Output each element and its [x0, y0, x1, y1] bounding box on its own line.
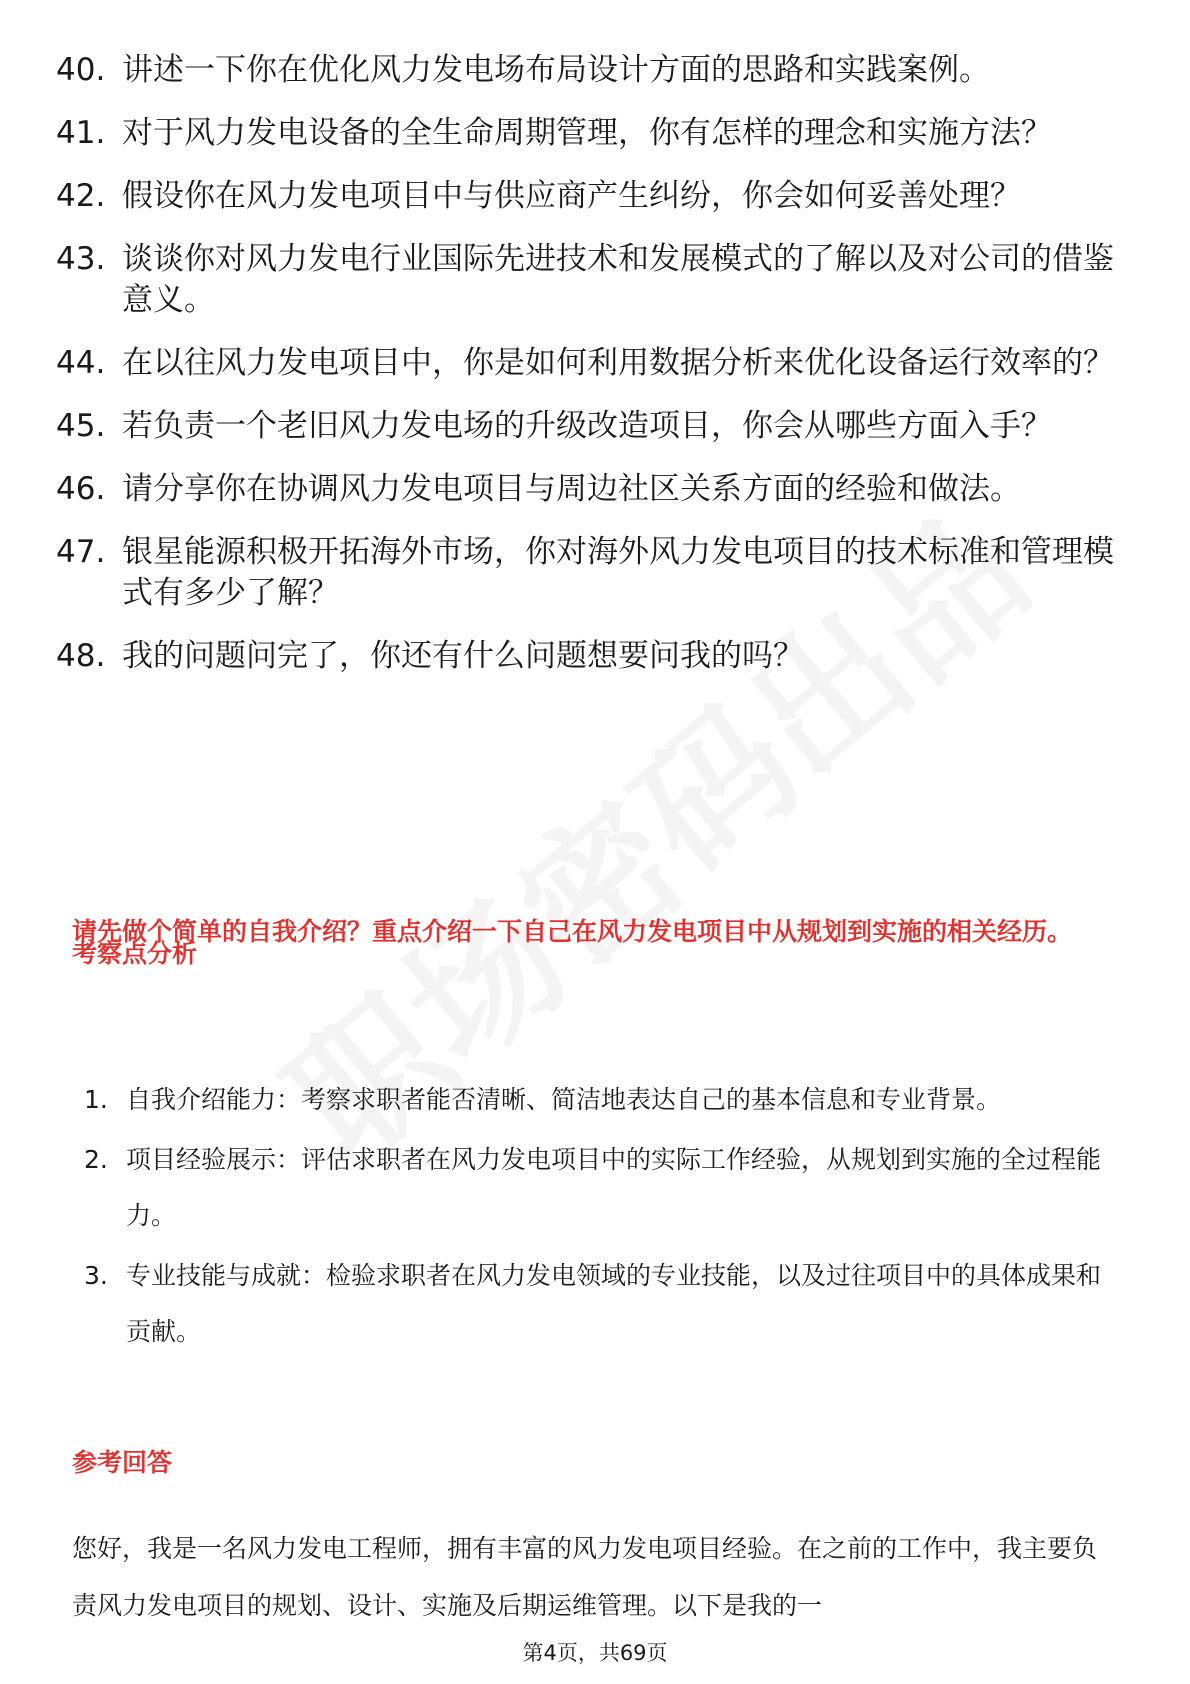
question-item — [56, 406, 1116, 447]
analysis-text: 专业技能与成就：检验求职者在风力发电领域的专业技能，以及过往项目中的具体成果和贡献。 — [126, 1261, 1102, 1346]
question-number: 44. — [56, 345, 106, 381]
analysis-item — [84, 1072, 1118, 1128]
question-text: 谈谈你对风力发电行业国际先进技术和发展模式的了解以及对公司的借鉴意义。 — [122, 241, 1114, 318]
analysis-item — [84, 1248, 1118, 1360]
reference-title: 参考回答 — [72, 1448, 173, 1477]
analysis-list — [84, 1072, 1118, 1364]
question-text: 假设你在风力发电项目中与供应商产生纠纷，你会如何妥善处理？ — [122, 178, 1021, 214]
question-item — [56, 239, 1116, 321]
question-text: 在以往风力发电项目中，你是如何利用数据分析来优化设备运行效率的？ — [122, 345, 1114, 381]
question-item — [56, 343, 1116, 384]
question-number: 45. — [56, 408, 106, 444]
analysis-text: 项目经验展示：评估求职者在风力发电项目中的实际工作经验，从规划到实施的全过程能力。 — [126, 1145, 1102, 1230]
question-item — [56, 50, 1116, 91]
analysis-number: 2. — [84, 1145, 108, 1174]
question-item — [56, 636, 1116, 677]
question-text: 对于风力发电设备的全生命周期管理，你有怎样的理念和实施方法？ — [122, 115, 1052, 151]
analysis-item — [84, 1132, 1118, 1244]
question-list — [56, 50, 1116, 699]
analysis-title: 考察点分析 — [72, 939, 198, 968]
question-number: 41. — [56, 115, 106, 151]
question-number: 43. — [56, 241, 106, 277]
highlight-question: 请先做个简单的自我介绍？重点介绍一下自己在风力发电项目中从规划到实施的相关经历。 — [72, 917, 1073, 946]
question-item — [56, 532, 1116, 614]
question-text: 若负责一个老旧风力发电场的升级改造项目，你会从哪些方面入手？ — [122, 408, 1052, 444]
analysis-text: 自我介绍能力：考察求职者能否清晰、简洁地表达自己的基本信息和专业背景。 — [126, 1085, 1002, 1114]
question-item — [56, 176, 1116, 217]
question-text: 银星能源积极开拓海外市场，你对海外风力发电项目的技术标准和管理模式有多少了解？ — [122, 534, 1114, 611]
question-number: 42. — [56, 178, 106, 214]
analysis-number: 1. — [84, 1085, 108, 1114]
question-text: 请分享你在协调风力发电项目与周边社区关系方面的经验和做法。 — [122, 471, 1021, 507]
question-number: 46. — [56, 471, 106, 507]
question-text: 我的问题问完了，你还有什么问题想要问我的吗？ — [122, 638, 804, 674]
question-item — [56, 113, 1116, 154]
question-number: 40. — [56, 52, 106, 88]
page-footer: 第4页，共69页 — [522, 1641, 668, 1665]
question-number: 47. — [56, 534, 106, 570]
reference-answer: 您好，我是一名风力发电工程师，拥有丰富的风力发电项目经验。在之前的工作中，我主要负责风力发电项目的规划、设计、实施及后期运维管理。以下是我的一 — [72, 1534, 1098, 1620]
question-number: 48. — [56, 638, 106, 674]
question-text: 讲述一下你在优化风力发电场布局设计方面的思路和实践案例。 — [122, 52, 990, 88]
question-item — [56, 469, 1116, 510]
analysis-number: 3. — [84, 1261, 108, 1290]
